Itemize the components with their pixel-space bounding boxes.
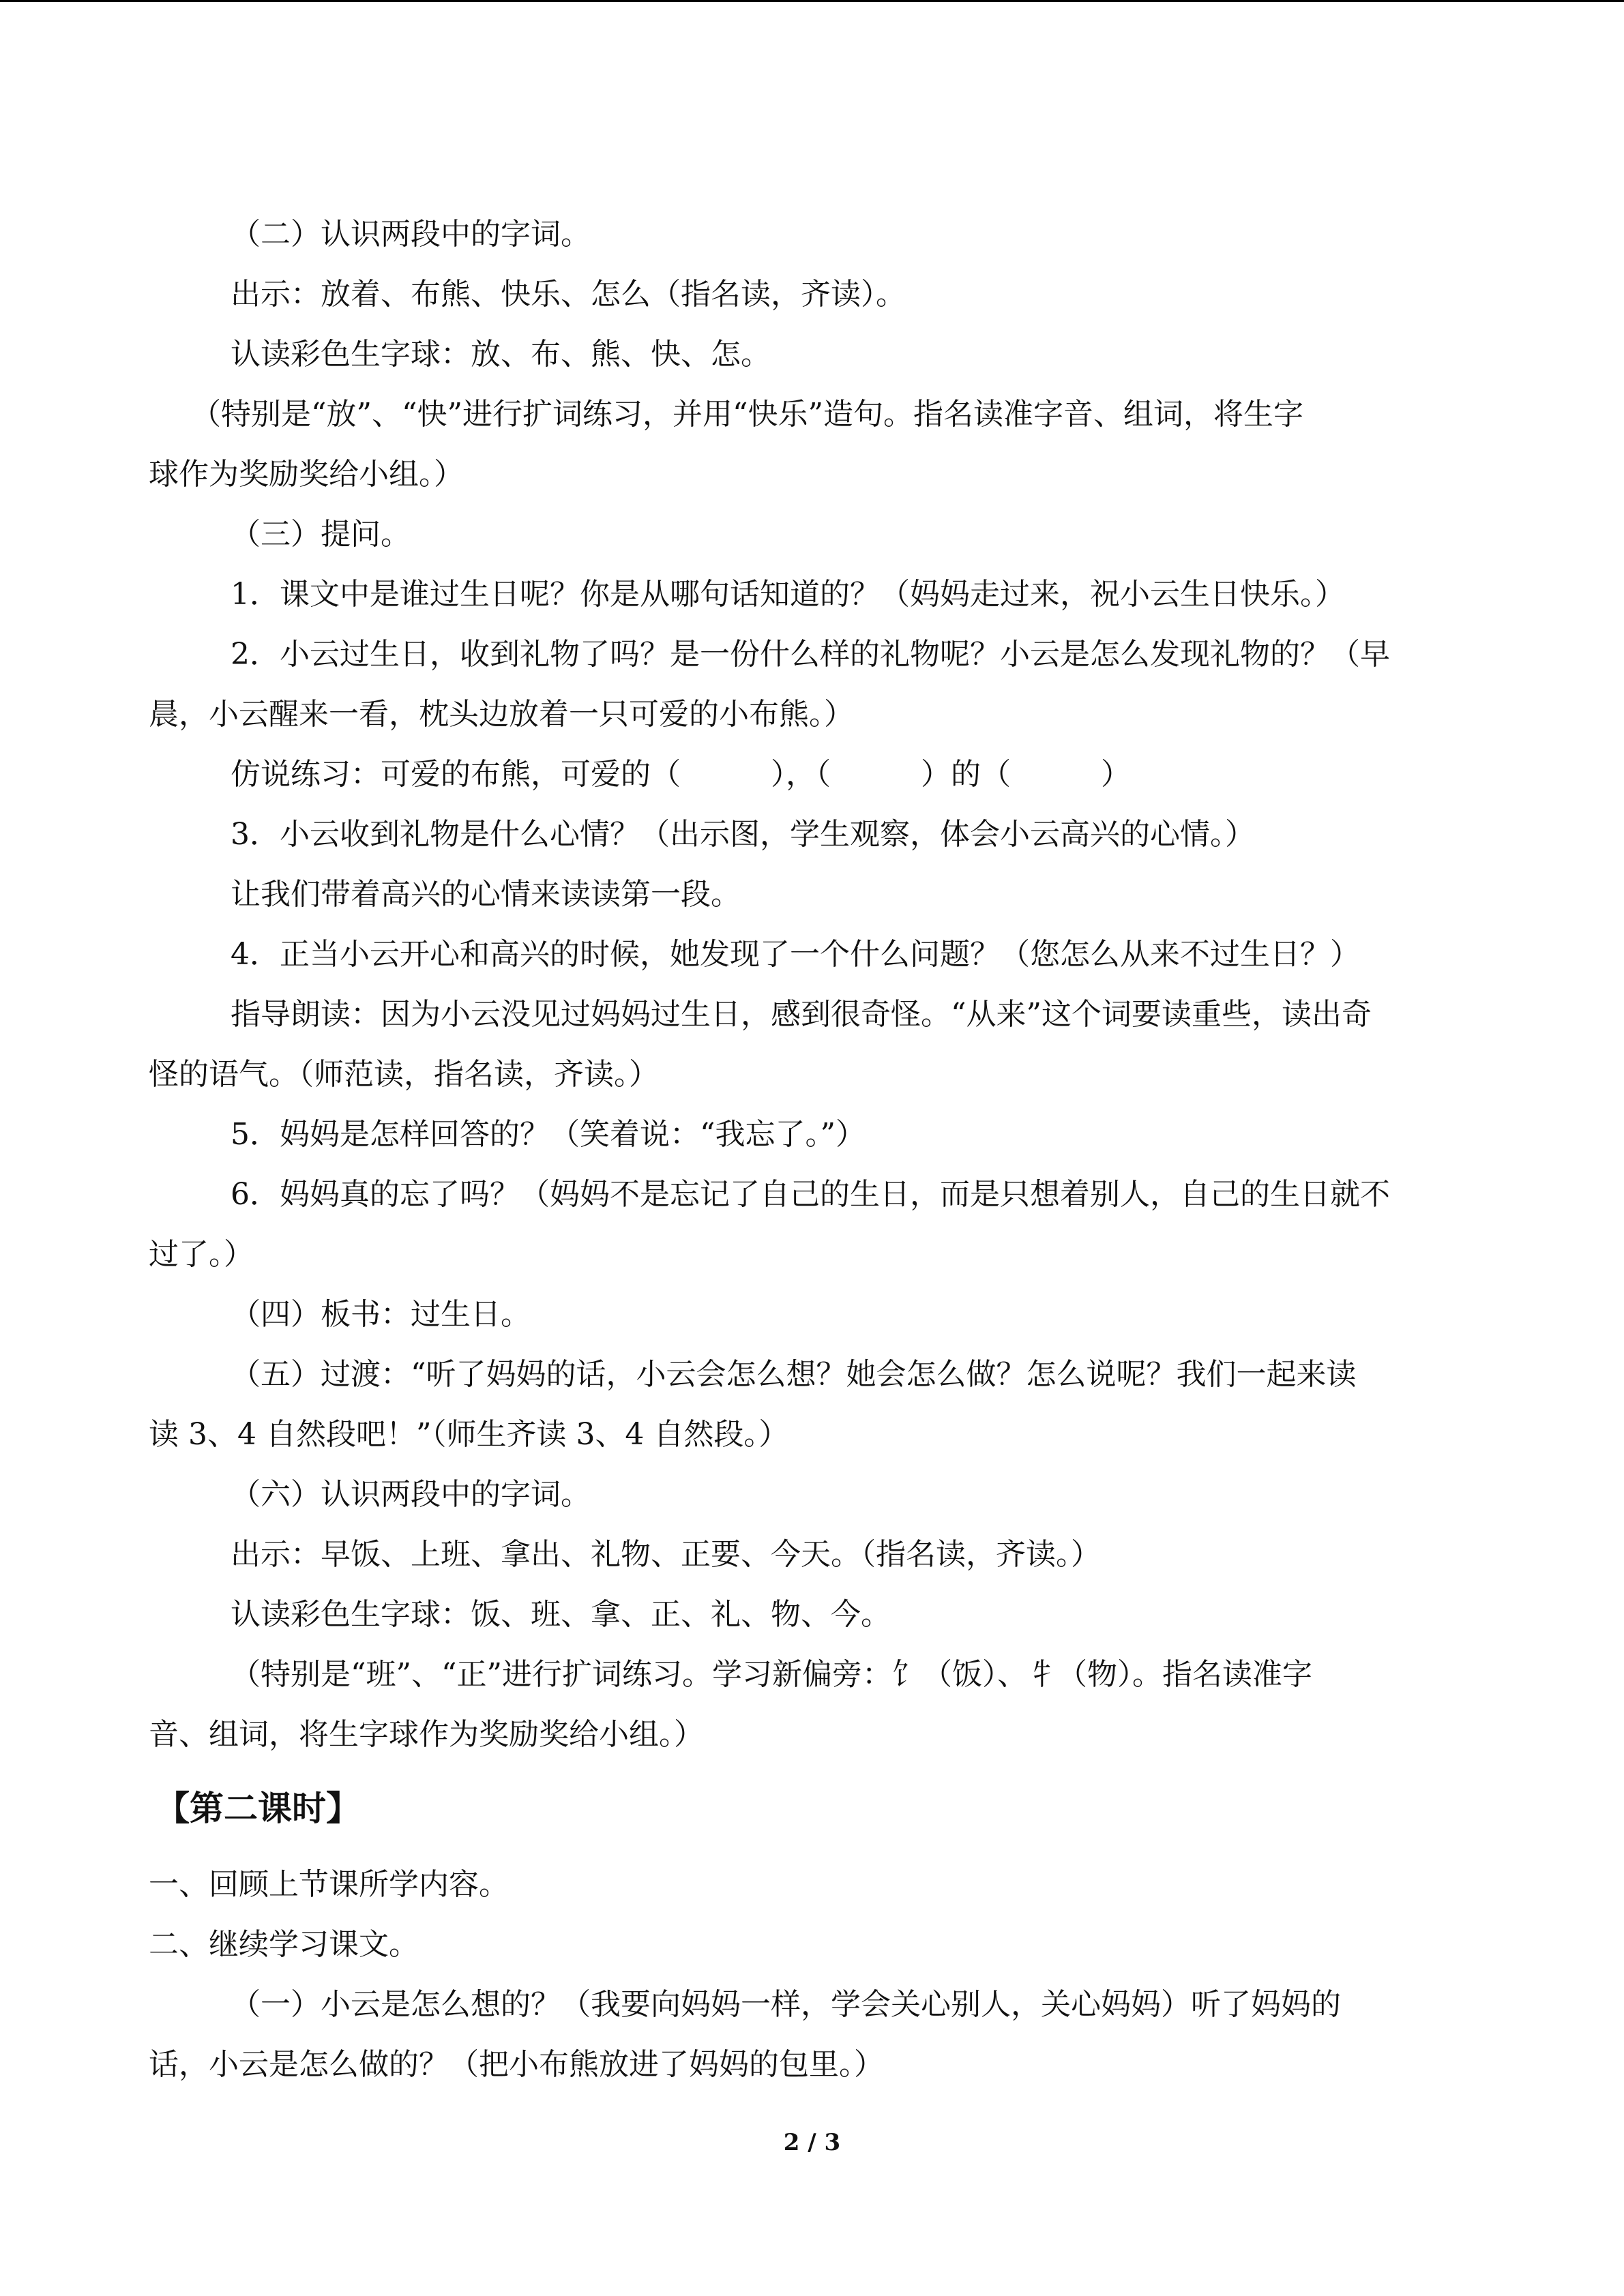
paragraph-line: 出示：早饭、上班、拿出、礼物、正要、今天。（指名读，齐读。） xyxy=(231,1537,1101,1572)
paragraph-line: （特别是“放”、“快”进行扩词练习，并用“快乐”造句。指名读准字音、组词，将生字 xyxy=(191,397,1303,432)
paragraph-line: 过了。） xyxy=(149,1237,254,1272)
paragraph-line: 一、回顾上节课所学内容。 xyxy=(149,1867,509,1902)
paragraph-list-after-heading xyxy=(149,1855,1479,2095)
section-heading: 【第二课时】 xyxy=(156,1789,360,1828)
paragraph-line: 让我们带着高兴的心情来读读第一段。 xyxy=(231,877,741,912)
paragraph-line: 晨，小云醒来一看，枕头边放着一只可爱的小布熊。） xyxy=(149,697,854,732)
paragraph-line: 指导朗读：因为小云没见过妈妈过生日，感到很奇怪。“从来”这个词要读重些，读出奇 xyxy=(231,997,1372,1032)
paragraph-line: （六）认识两段中的字词。 xyxy=(231,1477,591,1512)
top-border-line xyxy=(0,0,1624,2)
paragraph-line: （特别是“班”、“正”进行扩词练习。学习新偏旁：饣（饭）、牜（物）。指名读准字 xyxy=(231,1657,1312,1692)
paragraph-line: （五）过渡：“听了妈妈的话，小云会怎么想？她会怎么做？怎么说呢？我们一起来读 xyxy=(231,1357,1357,1392)
paragraph-list xyxy=(149,205,1479,1765)
paragraph-line: 2．小云过生日，收到礼物了吗？是一份什么样的礼物呢？小云是怎么发现礼物的？（早 xyxy=(231,637,1390,672)
paragraph-line: 怪的语气。（师范读，指名读，齐读。） xyxy=(149,1057,659,1092)
paragraph-line: 认读彩色生字球：放、布、熊、快、怎。 xyxy=(231,337,771,372)
page-number: 2 / 3 xyxy=(783,2129,841,2156)
paragraph-line: 1．课文中是谁过生日呢？你是从哪句话知道的？（妈妈走过来，祝小云生日快乐。） xyxy=(231,577,1345,612)
paragraph-line: 4．正当小云开心和高兴的时候，她发现了一个什么问题？（您怎么从来不过生日？） xyxy=(231,937,1360,972)
document-body xyxy=(149,205,1479,2095)
paragraph-line: 6．妈妈真的忘了吗？（妈妈不是忘记了自己的生日，而是只想着别人，自己的生日就不 xyxy=(231,1177,1390,1212)
paragraph-line: （一）小云是怎么想的？（我要向妈妈一样，学会关心别人，关心妈妈）听了妈妈的 xyxy=(231,1987,1341,2022)
paragraph-line: 读 3、4 自然段吧！”（师生齐读 3、4 自然段。） xyxy=(149,1417,789,1452)
paragraph-line: 3．小云收到礼物是什么心情？（出示图，学生观察，体会小云高兴的心情。） xyxy=(231,817,1255,852)
paragraph-line: 音、组词，将生字球作为奖励奖给小组。） xyxy=(149,1717,704,1752)
paragraph-line: 认读彩色生字球：饭、班、拿、正、礼、物、今。 xyxy=(231,1597,891,1632)
paragraph-line: 出示：放着、布熊、快乐、怎么（指名读，齐读）。 xyxy=(231,277,906,312)
paragraph-line: （二）认识两段中的字词。 xyxy=(231,217,591,252)
paragraph-line: 5．妈妈是怎样回答的？（笑着说：“我忘了。”） xyxy=(231,1117,866,1152)
paragraph-line: 话，小云是怎么做的？（把小布熊放进了妈妈的包里。） xyxy=(149,2047,884,2082)
paragraph-line: 仿说练习：可爱的布熊，可爱的（ ），（ ）的（ ） xyxy=(231,757,1131,792)
paragraph-line: 二、继续学习课文。 xyxy=(149,1927,419,1962)
paragraph-line: （三）提问。 xyxy=(231,517,411,552)
paragraph-line: 球作为奖励奖给小组。） xyxy=(149,457,464,492)
paragraph-line: （四）板书：过生日。 xyxy=(231,1297,531,1332)
